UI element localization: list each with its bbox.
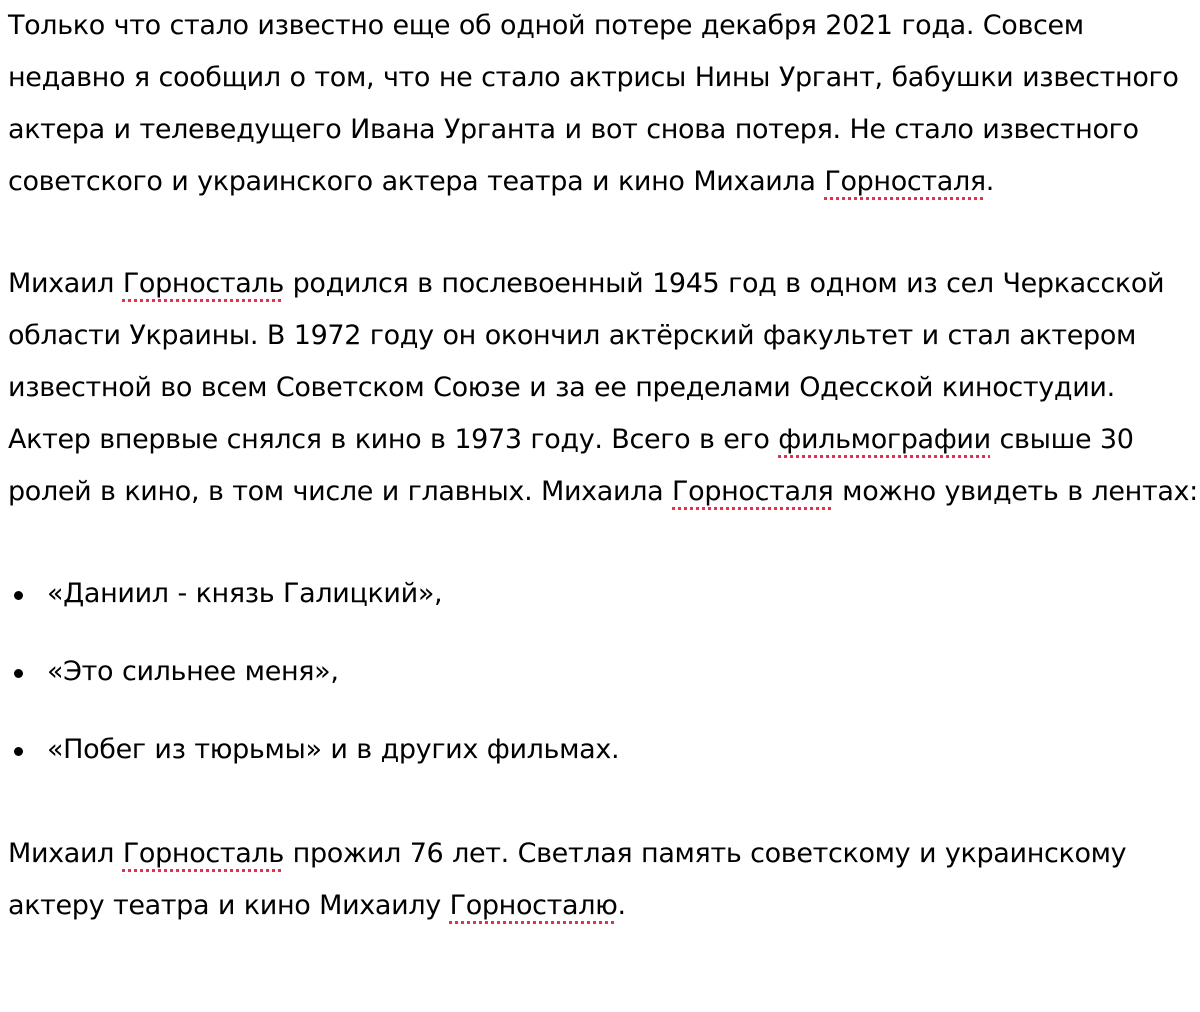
misspelled-word[interactable]: Горносталь	[122, 838, 284, 869]
misspelled-word[interactable]: Горносталя	[672, 476, 834, 507]
paragraph-conclusion	[8, 828, 1200, 932]
paragraph-conclusion-text-a: Михаил	[8, 838, 123, 869]
list-item-text: «Это сильнее меня»,	[47, 656, 339, 687]
list-item	[8, 568, 1200, 620]
paragraph-intro-end: .	[985, 166, 994, 197]
misspelled-word[interactable]: фильмографии	[778, 424, 991, 455]
paragraph-biography-text-a: Михаил	[8, 268, 123, 299]
bullet-icon	[14, 747, 23, 756]
paragraph-intro	[8, 0, 1200, 208]
paragraph-conclusion-text-c: .	[617, 890, 626, 921]
paragraph-conclusion-text-b: прожил 76 лет. Светлая память советскому и украинскому актеру театра и кино Михаилу	[8, 838, 1127, 921]
paragraph-intro-text: Только что стало известно еще об одной потере декабря 2021 года. Совсем недавно я сообщил о том, что не стало актрисы Нины Ургант, бабушки известного актера и телеведущего Ивана Урганта и вот снова потеря. Не стало известного советского и украинского актера театра и кино Михаила	[8, 10, 1179, 197]
list-item	[8, 646, 1200, 698]
misspelled-word[interactable]: Горносталя	[824, 166, 986, 197]
list-item	[8, 724, 1200, 776]
paragraph-biography	[8, 258, 1200, 518]
list-item-text: «Даниил - князь Галицкий»,	[47, 578, 443, 609]
misspelled-word[interactable]: Горносталь	[122, 268, 284, 299]
paragraph-biography-text-c: свыше 30 ролей в кино, в том числе и главных. Михаила	[8, 424, 1134, 507]
misspelled-word[interactable]: Горносталю	[449, 890, 618, 921]
list-item-text: «Побег из тюрьмы» и в других фильмах.	[47, 734, 620, 765]
paragraph-biography-text-d: можно увидеть в лентах:	[833, 476, 1198, 507]
film-list	[8, 568, 1200, 776]
bullet-icon	[14, 669, 23, 678]
paragraph-biography-text-b: родился в послевоенный 1945 год в одном из сел Черкасской области Украины. В 1972 году он окончил актёрский факультет и стал актером известной во всем Советском Союзе и за ее пределами Одесской киностудии. Актер впервые снялся в кино в 1973 году. Всего в его	[8, 268, 1165, 455]
bullet-icon	[14, 591, 23, 600]
